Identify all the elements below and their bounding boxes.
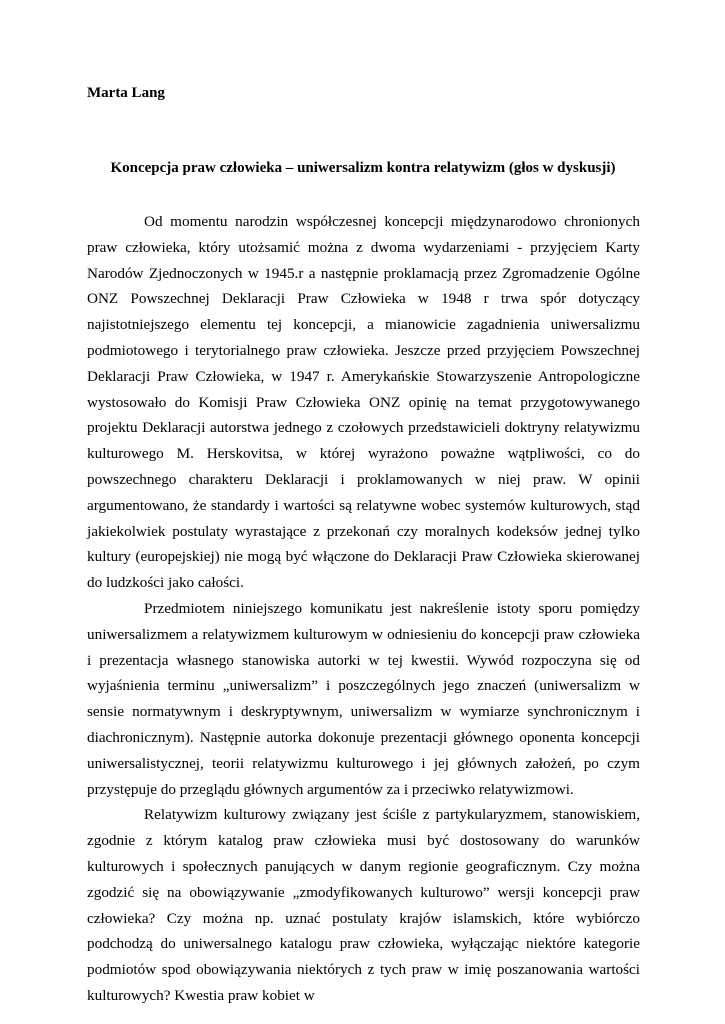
paragraph-2: Przedmiotem niniejszego komunikatu jest nakreślenie istoty sporu pomiędzy uniwersalizmem a relatywizmem kulturowym w odniesieniu do koncepcji praw człowieka i prezentacja własnego stanowiska autorki w tej kwestii. Wywód rozpoczyna się od wyjaśnienia terminu „uniwersalizm” i poszczególnych jego znaczeń (uniwersalizm w sensie normatywnym i deskryptywnym, uniwersalizm w wymiarze synchronicznym i diachronicznym). Następnie autorka dokonuje prezentacji głównego oponenta koncepcji uniwersalistycznej, teorii relatywizmu kulturowego i jej głównych założeń, po czym przystępuje do przeglądu głównych argumentów za i przeciwko relatywizmowi. bbox=[87, 599, 640, 798]
author-name: Marta Lang bbox=[87, 85, 165, 101]
document-title: Koncepcja praw człowieka – uniwersalizm kontra relatywizm (głos w dyskusji) bbox=[110, 160, 616, 176]
paragraph-3: Relatywizm kulturowy związany jest ściśle z partykularyzmem, stanowiskiem, zgodnie z którym katalog praw człowieka musi być dostosowany do warunków kulturowych i społecznych panujących w danym regionie geograficznym. Czy można zgodzić się na obowiązywanie „zmodyfikowanych kulturowo” wersji koncepcji praw człowieka? Czy można np. uznać postulaty krajów islamskich, które wybiórczo podchodzą do uniwersalnego katalogu praw człowieka, wyłączając niektóre kategorie podmiotów spod obowiązywania niektórych z tych praw w imię poszanowania wartości kulturowych? Kwestia praw kobiet w bbox=[87, 806, 640, 1004]
document-body bbox=[87, 209, 640, 1009]
paragraph-1: Od momentu narodzin współczesnej koncepcji międzynarodowo chronionych praw człowieka, który utożsamić można z dwoma wydarzeniami - przyjęciem Karty Narodów Zjednoczonych w 1945.r a następnie proklamacją przez Zgromadzenie Ogólne ONZ Powszechnej Deklaracji Praw Człowieka w 1948 r trwa spór dotyczący najistotniejszego elementu tej koncepcji, a mianowicie zagadnienia uniwersalizmu podmiotowego i terytorialnego praw człowieka. Jeszcze przed przyjęciem Powszechnej Deklaracji Praw Człowieka, w 1947 r. Amerykańskie Stowarzyszenie Antropologiczne wystosowało do Komisji Praw Człowieka ONZ opinię na temat przygotowywanego projektu Deklaracji autorstwa jednego z czołowych przedstawicieli doktryny relatywizmu kulturowego M. Herskovitsa, w której wyrażono poważne wątpliwości, co do powszechnego charakteru Deklaracji i proklamowanych w niej praw. W opinii argumentowano, że standardy i wartości są relatywne wobec systemów kulturowych, stąd jakiekolwiek postulaty wyrastające z przekonań czy moralnych kodeksów jednej tylko kultury (europejskiej) nie mogą być włączone do Deklaracji Praw Człowieka skierowanej do ludzkości jako całości. bbox=[87, 213, 640, 592]
